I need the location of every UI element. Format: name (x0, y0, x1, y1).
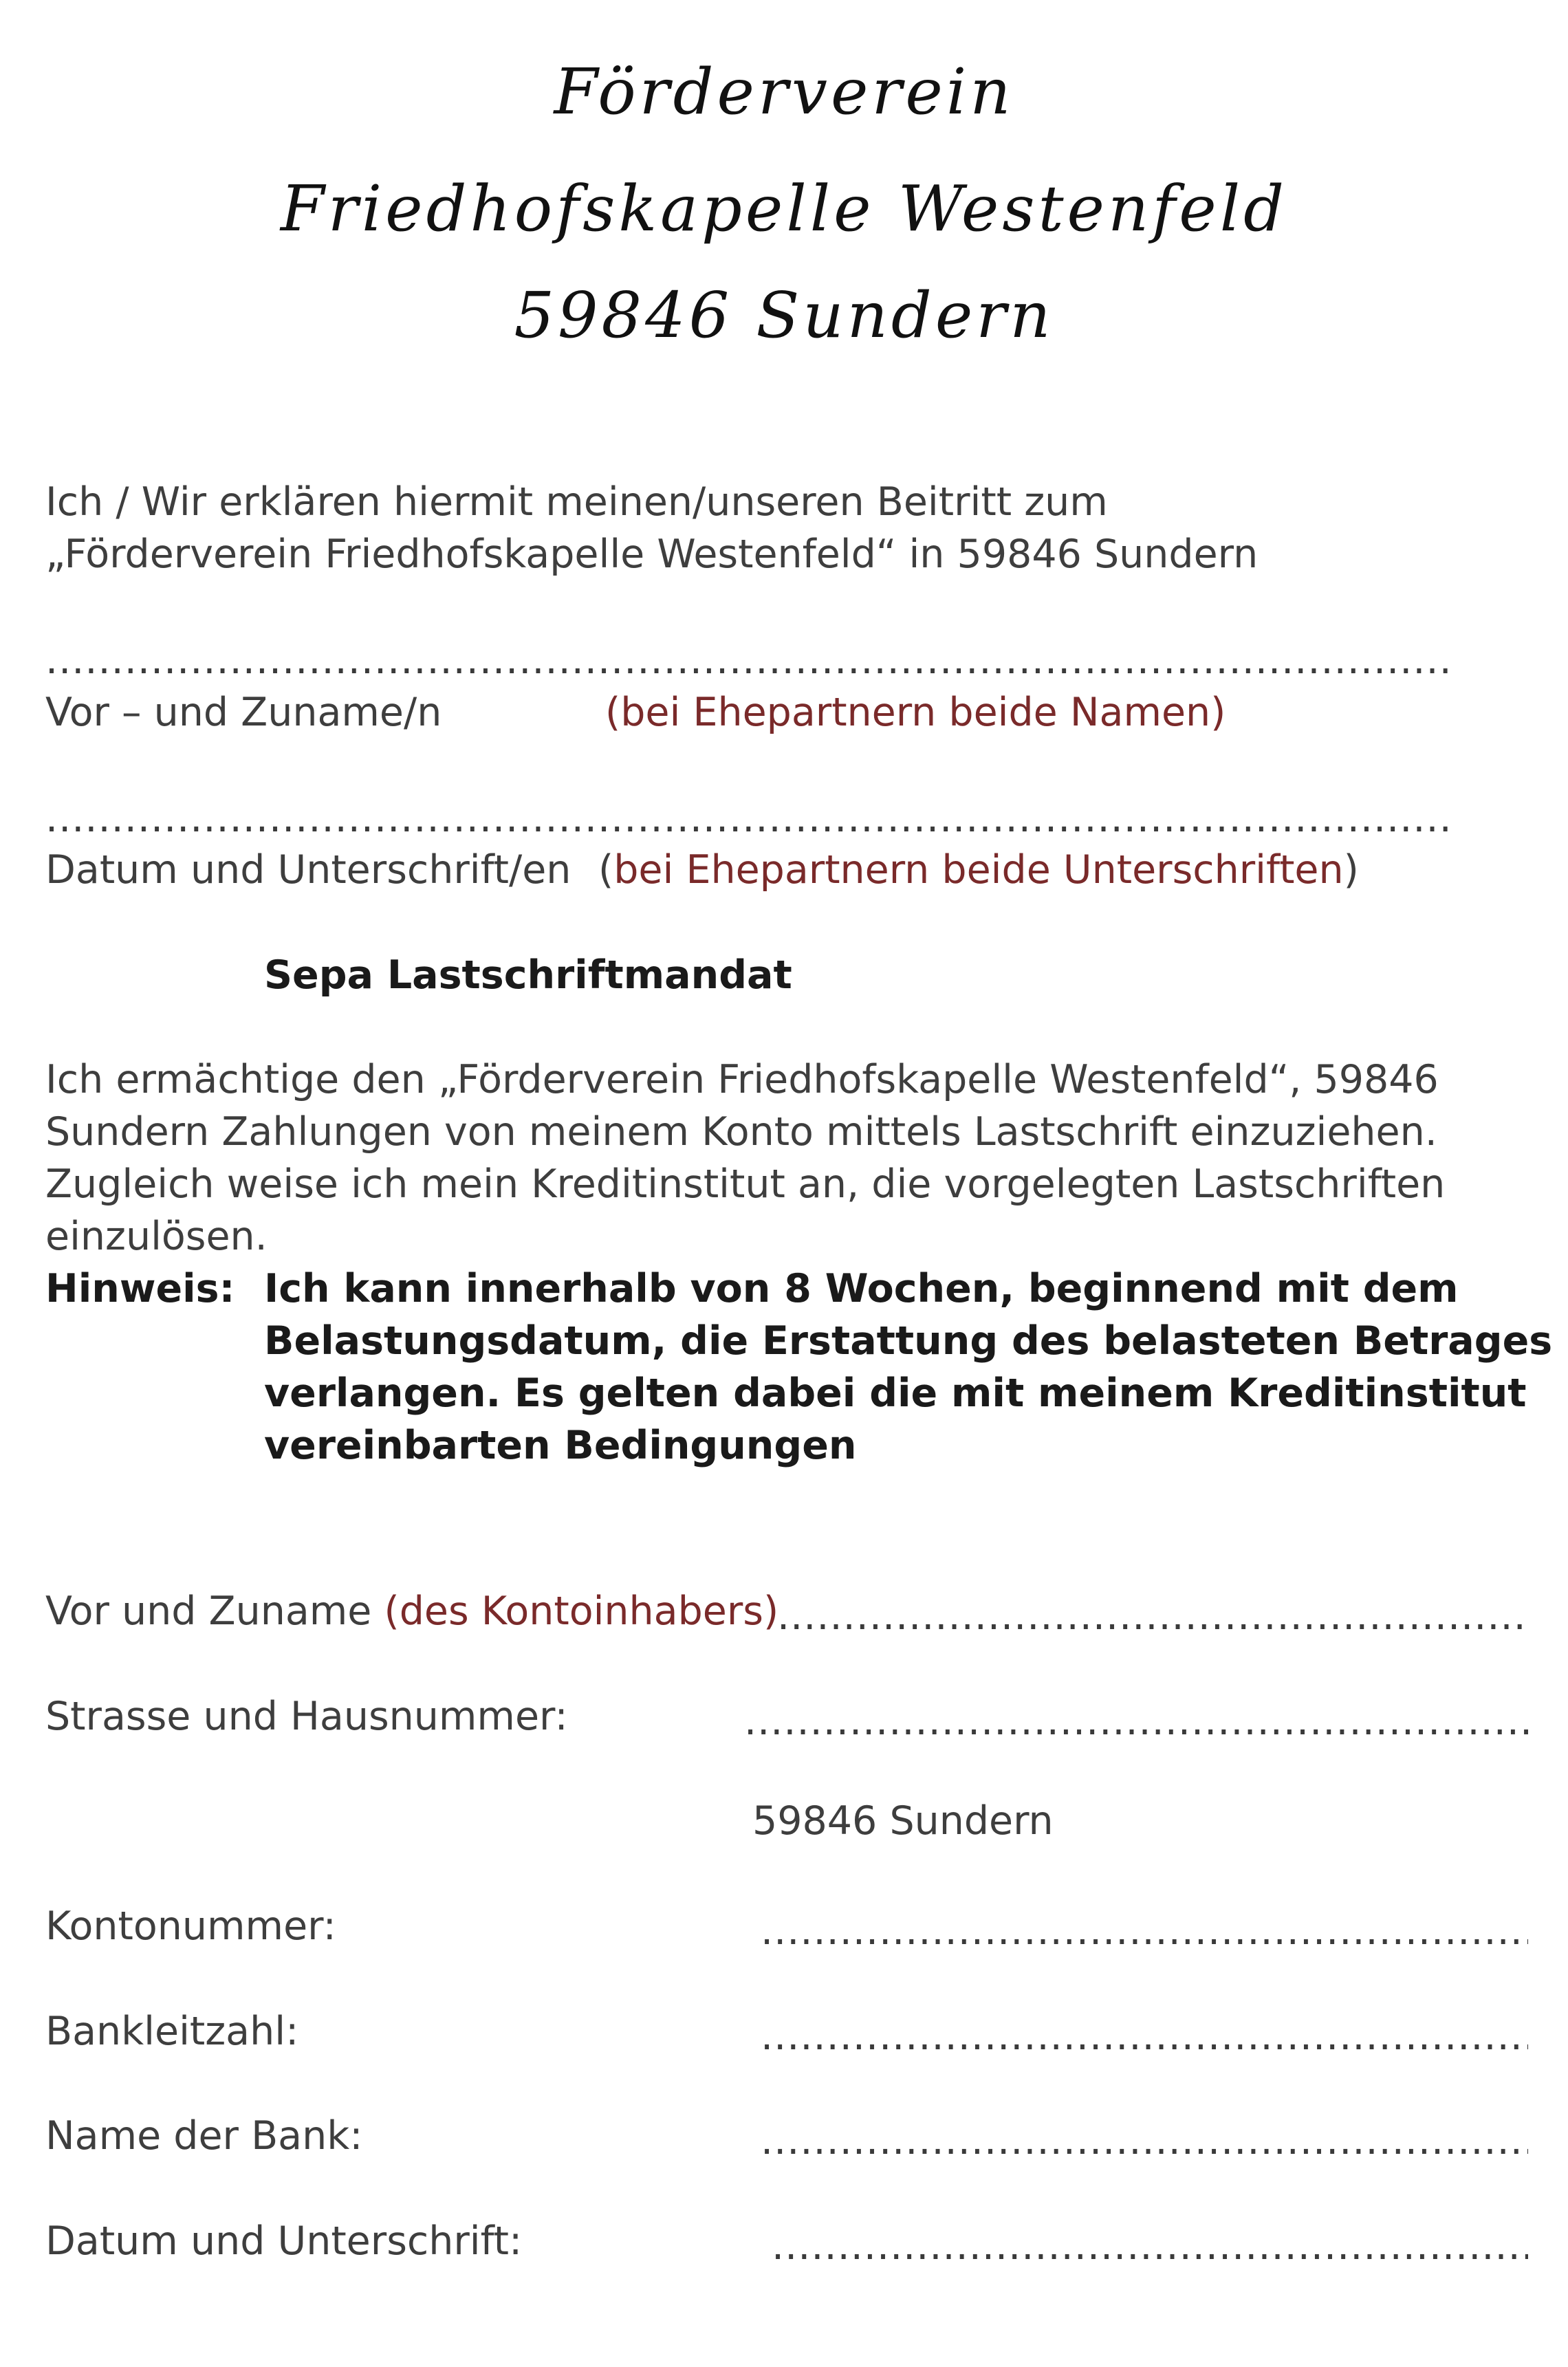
header-title-line1: Förderverein (554, 55, 1014, 129)
holder-label (45, 1585, 778, 1637)
signature-hint-close: ) (1343, 847, 1359, 893)
street-label: Strasse und Hausnummer: (45, 1694, 568, 1739)
name-fill-line[interactable] (45, 646, 1455, 674)
name-hint: (bei Ehepartnern beide Namen) (605, 690, 1226, 735)
mandate-signature-label: Datum und Unterschrift: (45, 2218, 523, 2264)
sepa-text-line-3: Zugleich weise ich mein Kreditinstitut an, die vorgelegten Lastschriften (45, 1161, 1446, 1207)
header-title-line2: Friedhofskapelle Westenfeld (280, 172, 1288, 246)
signature-hint-open: ( (598, 847, 614, 893)
intro-line-1: Ich / Wir erklären hiermit meinen/unseren Beitritt zum (45, 479, 1108, 525)
holder-fill-line[interactable] (777, 1602, 1527, 1630)
account-number-fill-line[interactable] (761, 1917, 1528, 1945)
note-line-1: Ich kann innerhalb von 8 Wochen, beginnend mit dem (264, 1266, 1459, 1311)
name-label: Vor – und Zuname/n (45, 690, 442, 735)
intro-line-2: „Förderverein Friedhofskapelle Westenfeld“ in 59846 Sundern (45, 532, 1259, 577)
note-line-3: verlangen. Es gelten dabei die mit meinem Kreditinstitut (264, 1371, 1527, 1416)
signature-hint-text: bei Ehepartnern beide Unterschriften (613, 847, 1344, 893)
sepa-text-line-1: Ich ermächtige den „Förderverein Friedhofskapelle Westenfeld“, 59846 (45, 1057, 1439, 1102)
city-text: 59846 Sundern (752, 1798, 1054, 1844)
signature-fill-line[interactable] (45, 805, 1455, 832)
bank-name-label: Name der Bank: (45, 2113, 363, 2159)
note-line-2: Belastungsdatum, die Erstattung des belasteten Betrages (264, 1318, 1553, 1364)
holder-label-text: Vor und Zuname (45, 1589, 372, 1634)
signature-label: Datum und Unterschrift/en (45, 847, 571, 893)
bank-name-fill-line[interactable] (761, 2127, 1528, 2155)
signature-hint (598, 844, 1359, 896)
bank-code-fill-line[interactable] (761, 2022, 1528, 2050)
note-line-4: vereinbarten Bedingungen (264, 1423, 857, 1468)
account-number-label: Kontonummer: (45, 1904, 336, 1949)
bank-code-label: Bankleitzahl: (45, 2009, 299, 2054)
header-title-line3: 59846 Sundern (514, 279, 1054, 352)
sepa-text-line-2: Sundern Zahlungen von meinem Konto mittels Lastschrift einzuziehen. (45, 1109, 1437, 1155)
sepa-text-line-4: einzulösen. (45, 1214, 268, 1259)
mandate-signature-fill-line[interactable] (772, 2232, 1528, 2260)
note-label: Hinweis: (45, 1266, 235, 1311)
street-fill-line[interactable] (744, 1708, 1528, 1735)
sepa-heading: Sepa Lastschriftmandat (264, 952, 792, 998)
holder-hint: (des Kontoinhabers) (384, 1589, 779, 1634)
